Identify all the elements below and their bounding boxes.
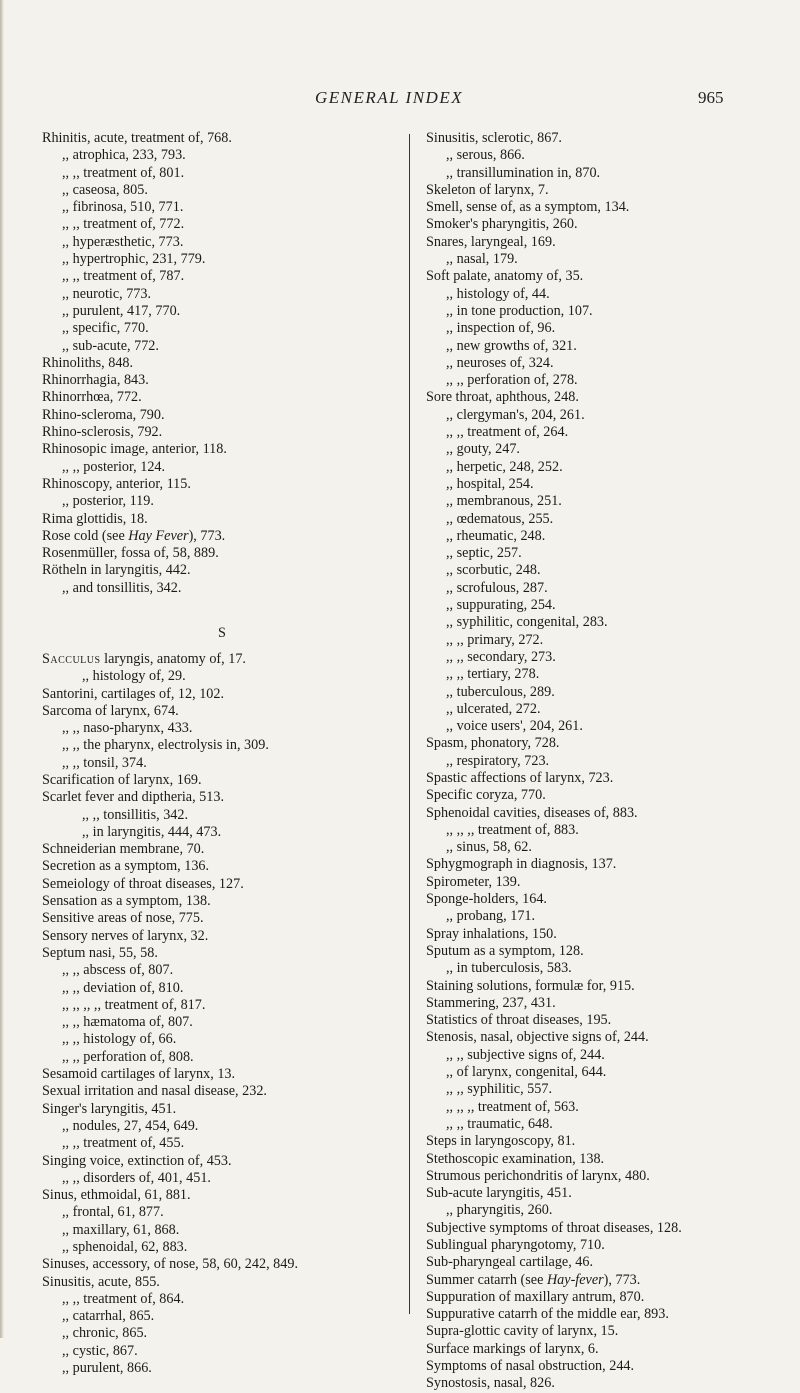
entry-text: ,, tuberculous, 289.: [446, 683, 555, 700]
entry-text: Suppurative catarrh of the middle ear, 893.: [426, 1306, 669, 1323]
index-subentry: [426, 580, 788, 597]
entry-text: Rosenmüller, fossa of, 58, 889.: [42, 545, 219, 562]
index-subentry: [42, 182, 402, 199]
entry-text: Sinuses, accessory, of nose, 58, 60, 242, 849.: [42, 1256, 298, 1273]
entry-text: Statistics of throat diseases, 195.: [426, 1012, 612, 1029]
index-entry: [426, 943, 788, 960]
index-entry: [42, 1153, 402, 1170]
entry-text: ,, ,, treatment of, 772.: [62, 216, 185, 233]
index-entry: [42, 1066, 402, 1083]
entry-text: Sphygmograph in diagnosis, 137.: [426, 856, 617, 873]
index-subentry: [426, 407, 788, 424]
entry-text: Sensory nerves of larynx, 32.: [42, 927, 209, 944]
entry-text: Sponge-holders, 164.: [426, 891, 547, 908]
entry-text: Sensitive areas of nose, 775.: [42, 910, 204, 927]
entry-text: Rötheln in laryngitis, 442.: [42, 562, 191, 579]
entry-text: ,, sub-acute, 772.: [62, 337, 159, 354]
entry-text: ,, ,, ,, ,, treatment of, 817.: [62, 996, 206, 1013]
entry-text: ,, ,, naso-pharynx, 433.: [62, 720, 193, 737]
index-subentry: [42, 1049, 402, 1066]
index-subentry: [426, 1202, 788, 1219]
index-entry: [426, 1185, 788, 1202]
index-subentry: [42, 824, 402, 841]
index-subentry: [426, 649, 788, 666]
entry-text: Spastic affections of larynx, 723.: [426, 769, 614, 786]
entry-text-after: ), 773.: [603, 1271, 641, 1288]
index-entry: [426, 1341, 788, 1358]
index-subentry: [42, 1031, 402, 1048]
entry-text: Spray inhalations, 150.: [426, 925, 557, 942]
index-subentry: [426, 562, 788, 579]
index-entry: [42, 562, 402, 579]
index-subentry: [426, 441, 788, 458]
index-subentry: [426, 753, 788, 770]
index-subentry: [426, 372, 788, 389]
entry-text: ,, œdematous, 255.: [446, 510, 554, 527]
entry-text: Septum nasi, 55, 58.: [42, 944, 158, 961]
entry-text: ,, histology of, 29.: [82, 668, 186, 685]
index-entry: [42, 545, 402, 562]
page-number: 965: [698, 88, 724, 107]
running-head: [0, 88, 800, 112]
index-entry: [42, 789, 402, 806]
entry-text: Rhinoscopy, anterior, 115.: [42, 475, 191, 492]
column-divider: [409, 134, 410, 1314]
index-subentry: [42, 147, 402, 164]
entry-text: ,, ,, tonsil, 374.: [62, 754, 147, 771]
entry-text: ,, neurotic, 773.: [62, 285, 152, 302]
index-column-left: [42, 130, 402, 1377]
entry-text: ,, ,, hæmatoma of, 807.: [62, 1014, 193, 1031]
entry-text: ,, ,, secondary, 273.: [446, 648, 556, 665]
entry-text: ,, ,, perforation of, 808.: [62, 1048, 194, 1065]
index-entry: [426, 1237, 788, 1254]
entry-text: ,, ,, tonsillitis, 342.: [82, 806, 189, 823]
index-entry: [42, 772, 402, 789]
index-subentry: [426, 839, 788, 856]
entry-text: ,, ulcerated, 272.: [446, 700, 541, 717]
index-entry: [426, 1289, 788, 1306]
entry-text: Skeleton of larynx, 7.: [426, 181, 549, 198]
entry-text: ,, clergyman's, 204, 261.: [446, 406, 585, 423]
entry-text: Schneiderian membrane, 70.: [42, 841, 205, 858]
index-entry: [42, 528, 402, 545]
entry-text: ,, cystic, 867.: [62, 1342, 138, 1359]
entry-text: ,, specific, 770.: [62, 320, 149, 337]
index-entry: [426, 787, 788, 804]
page-left-edge: [0, 0, 4, 1338]
index-entry: [426, 1220, 788, 1237]
entry-text: Sexual irritation and nasal disease, 232.: [42, 1083, 267, 1100]
index-entry: [42, 858, 402, 875]
entry-text: Supra-glottic cavity of larynx, 15.: [426, 1323, 619, 1340]
entry-text: ,, purulent, 417, 770.: [62, 302, 181, 319]
index-subentry: [426, 1099, 788, 1116]
entry-text: Sensation as a symptom, 138.: [42, 893, 211, 910]
index-subentry: [42, 1308, 402, 1325]
entry-text: ,, frontal, 61, 877.: [62, 1204, 164, 1221]
index-entry: [426, 1133, 788, 1150]
index-entry: [426, 1029, 788, 1046]
entry-text: Soft palate, anatomy of, 35.: [426, 268, 584, 285]
entry-cross-reference: Hay Fever: [128, 527, 189, 544]
entry-text: ,, inspection of, 96.: [446, 320, 556, 337]
entry-text: ,, serous, 866.: [446, 147, 525, 164]
index-subentry: [42, 1291, 402, 1308]
index-entry: [426, 182, 788, 199]
index-subentry: [426, 320, 788, 337]
entry-text: ,, ,, treatment of, 864.: [62, 1290, 185, 1307]
index-subentry: [426, 666, 788, 683]
index-entry: [426, 856, 788, 873]
entry-text: Rose cold (see: [42, 527, 129, 544]
index-entry: [426, 1358, 788, 1375]
entry-text: Rhinorrhœa, 772.: [42, 389, 142, 406]
entry-text: Strumous perichondritis of larynx, 480.: [426, 1167, 650, 1184]
index-entry: [42, 476, 402, 493]
index-subentry: [426, 684, 788, 701]
entry-text: ,, new growths of, 321.: [446, 337, 577, 354]
index-subentry: [426, 303, 788, 320]
index-subentry: [42, 303, 402, 320]
index-subentry: [426, 476, 788, 493]
index-subentry: [42, 320, 402, 337]
entry-text: Scarlet fever and diptheria, 513.: [42, 789, 224, 806]
entry-text: Smoker's pharyngitis, 260.: [426, 216, 578, 233]
index-subentry: [426, 701, 788, 718]
entry-text: ,, ,, abscess of, 807.: [62, 962, 174, 979]
entry-text: ,, catarrhal, 865.: [62, 1308, 155, 1325]
index-entry: [426, 1323, 788, 1340]
entry-text: Sputum as a symptom, 128.: [426, 942, 584, 959]
index-subentry: [426, 338, 788, 355]
index-entry: [426, 1272, 788, 1289]
entry-text: Singing voice, extinction of, 453.: [42, 1152, 232, 1169]
index-entry: [42, 686, 402, 703]
index-subentry: [42, 251, 402, 268]
entry-text: Rima glottidis, 18.: [42, 510, 148, 527]
index-entry: [42, 441, 402, 458]
entry-text: ,, septic, 257.: [446, 545, 522, 562]
entry-text: Semeiology of throat diseases, 127.: [42, 875, 244, 892]
index-subentry: [42, 1118, 402, 1135]
index-subentry: [42, 580, 402, 597]
entry-text: ,, ,, primary, 272.: [446, 631, 544, 648]
entry-text: Subjective symptoms of throat diseases, 128.: [426, 1219, 682, 1236]
entry-text: Synostosis, nasal, 826.: [426, 1375, 555, 1392]
index-subentry: [42, 1014, 402, 1031]
index-entry: [426, 891, 788, 908]
index-entry: [42, 1256, 402, 1273]
entry-text: Singer's laryngitis, 451.: [42, 1100, 177, 1117]
entry-text: ,, nodules, 27, 454, 649.: [62, 1117, 199, 1134]
entry-text: ,, probang, 171.: [446, 908, 536, 925]
entry-text: ,, pharyngitis, 260.: [446, 1202, 553, 1219]
entry-headword-smallcaps: Sacculus: [42, 650, 101, 667]
index-subentry: [42, 997, 402, 1014]
index-entry: [42, 1101, 402, 1118]
index-entry: [42, 1274, 402, 1291]
index-entry: [426, 1254, 788, 1271]
index-entry: [426, 130, 788, 147]
index-entry: [426, 1168, 788, 1185]
entry-text: ,, ,, disorders of, 401, 451.: [62, 1169, 211, 1186]
entry-text: ,, syphilitic, congenital, 283.: [446, 614, 608, 631]
entry-text: ,, chronic, 865.: [62, 1325, 148, 1342]
entry-text: ,, ,, posterior, 124.: [62, 458, 166, 475]
section-letter: S: [218, 625, 226, 642]
index-subentry: [426, 355, 788, 372]
index-subentry: [42, 980, 402, 997]
entry-text: ,, hospital, 254.: [446, 475, 534, 492]
entry-text: ,, atrophica, 233, 793.: [62, 147, 186, 164]
entry-text: ,, in laryngitis, 444, 473.: [82, 823, 222, 840]
section-spacer: [42, 597, 402, 614]
entry-text: ,, caseosa, 805.: [62, 181, 148, 198]
entry-text: ,, ,, treatment of, 264.: [446, 424, 569, 441]
entry-text: Staining solutions, formulæ for, 915.: [426, 977, 635, 994]
entry-text: ,, of larynx, congenital, 644.: [446, 1064, 607, 1081]
entry-text: Rhinosopic image, anterior, 118.: [42, 441, 227, 458]
index-subentry: [42, 1325, 402, 1342]
index-entry: [42, 910, 402, 927]
index-subentry: [42, 668, 402, 685]
entry-text: ,, histology of, 44.: [446, 285, 550, 302]
index-subentry: [426, 165, 788, 182]
index-entry: [42, 841, 402, 858]
running-title: GENERAL INDEX: [315, 88, 464, 107]
entry-text: ,, ,, ,, treatment of, 563.: [446, 1098, 579, 1115]
entry-text: Sphenoidal cavities, diseases of, 883.: [426, 804, 638, 821]
index-entry: [42, 703, 402, 720]
index-subentry: [42, 737, 402, 754]
index-subentry: [42, 720, 402, 737]
entry-text: ,, membranous, 251.: [446, 493, 562, 510]
entry-text: Stammering, 237, 431.: [426, 994, 556, 1011]
entry-text: ,, ,, traumatic, 648.: [446, 1115, 553, 1132]
entry-text: ,, fibrinosa, 510, 771.: [62, 199, 184, 216]
entry-text: ,, ,, treatment of, 801.: [62, 164, 185, 181]
entry-text: Sarcoma of larynx, 674.: [42, 702, 179, 719]
index-subentry: [42, 216, 402, 233]
entry-text: ,, ,, histology of, 66.: [62, 1031, 177, 1048]
entry-text: ,, in tone production, 107.: [446, 302, 593, 319]
entry-text: Rhino-scleroma, 790.: [42, 406, 165, 423]
index-subentry: [42, 1135, 402, 1152]
entry-text: ,, sphenoidal, 62, 883.: [62, 1239, 188, 1255]
index-entry: [426, 926, 788, 943]
index-subentry: [426, 1064, 788, 1081]
index-subentry: [42, 338, 402, 355]
entry-text: ,, transillumination in, 870.: [446, 164, 601, 181]
entry-text: Rhinoliths, 848.: [42, 354, 134, 371]
entry-text: Surface markings of larynx, 6.: [426, 1340, 599, 1357]
index-entry: [426, 770, 788, 787]
index-entry: [426, 874, 788, 891]
entry-text: ,, scorbutic, 248.: [446, 562, 541, 579]
entry-text: Sub-pharyngeal cartilage, 46.: [426, 1254, 594, 1271]
entry-text: ,, nasal, 179.: [446, 251, 518, 268]
entry-text: Sinusitis, acute, 855.: [42, 1273, 160, 1290]
index-entry: [426, 1306, 788, 1323]
index-entry: [42, 424, 402, 441]
entry-text: Rhino-sclerosis, 792.: [42, 424, 163, 441]
entry-text: ,, suppurating, 254.: [446, 597, 556, 614]
index-subentry: [42, 165, 402, 182]
index-subentry: [426, 528, 788, 545]
index-column-right: [426, 130, 788, 1393]
entry-text: Rhinitis, acute, treatment of, 768.: [42, 130, 232, 146]
index-subentry: [42, 1360, 402, 1377]
index-subentry: [426, 1047, 788, 1064]
index-subentry: [42, 1239, 402, 1256]
index-entry: [426, 978, 788, 995]
index-subentry: [426, 286, 788, 303]
entry-text: ,, ,, perforation of, 278.: [446, 372, 578, 389]
index-entry: [42, 407, 402, 424]
entry-text: ,, neuroses of, 324.: [446, 354, 554, 371]
entry-text: Rhinorrhagia, 843.: [42, 372, 149, 389]
index-entry: [42, 355, 402, 372]
entry-text: ,, gouty, 247.: [446, 441, 520, 458]
entry-text: ,, scrofulous, 287.: [446, 579, 548, 596]
entry-text: Smell, sense of, as a symptom, 134.: [426, 199, 630, 216]
index-entry: [426, 735, 788, 752]
entry-text: ,, hyperæsthetic, 773.: [62, 233, 184, 250]
index-entry: [426, 199, 788, 216]
entry-text: Santorini, cartilages of, 12, 102.: [42, 685, 225, 702]
entry-text: ,, respiratory, 723.: [446, 752, 550, 769]
index-subentry: [426, 597, 788, 614]
index-entry: [426, 216, 788, 233]
index-entry: [426, 805, 788, 822]
index-subentry: [42, 199, 402, 216]
entry-text: ,, ,, tertiary, 278.: [446, 666, 540, 683]
entry-text: ,, ,, ,, treatment of, 883.: [446, 821, 579, 838]
entry-text: ,, ,, treatment of, 787.: [62, 268, 185, 285]
index-subentry: [42, 1222, 402, 1239]
entry-text: Stethoscopic examination, 138.: [426, 1150, 605, 1167]
entry-text: Sinus, ethmoidal, 61, 881.: [42, 1187, 191, 1204]
index-subentry: [426, 632, 788, 649]
entry-text: Stenosis, nasal, objective signs of, 244.: [426, 1029, 649, 1046]
entry-text: ,, ,, deviation of, 810.: [62, 979, 184, 996]
index-subentry: [426, 1116, 788, 1133]
index-entry: [42, 130, 402, 147]
entry-text: ,, in tuberculosis, 583.: [446, 960, 572, 977]
index-entry: [426, 995, 788, 1012]
index-subentry: [426, 251, 788, 268]
entry-text: ,, purulent, 866.: [62, 1360, 152, 1377]
index-subentry: [426, 545, 788, 562]
index-subentry: [42, 459, 402, 476]
entry-text: Sublingual pharyngotomy, 710.: [426, 1237, 605, 1253]
index-subentry: [426, 459, 788, 476]
entry-text: ,, rheumatic, 248.: [446, 527, 546, 544]
index-subentry: [42, 1204, 402, 1221]
entry-cross-reference: Hay-fever: [546, 1271, 604, 1288]
index-subentry: [426, 822, 788, 839]
index-entry: [42, 651, 402, 668]
index-subentry: [426, 960, 788, 977]
index-entry: [426, 268, 788, 285]
entry-text: Sinusitis, sclerotic, 867.: [426, 130, 562, 146]
entry-text-after: ), 773.: [188, 527, 226, 544]
index-entry: [42, 1187, 402, 1204]
entry-text: Specific coryza, 770.: [426, 787, 546, 804]
index-subentry: [42, 755, 402, 772]
index-entry: [426, 1375, 788, 1392]
index-subentry: [42, 268, 402, 285]
index-entry: [42, 372, 402, 389]
entry-text: ,, ,, syphilitic, 557.: [446, 1081, 553, 1098]
entry-text: Symptoms of nasal obstruction, 244.: [426, 1358, 635, 1375]
entry-text: ,, maxillary, 61, 868.: [62, 1221, 180, 1238]
index-subentry: [426, 718, 788, 735]
index-entry: [42, 389, 402, 406]
index-subentry: [426, 424, 788, 441]
index-entry: [42, 928, 402, 945]
entry-text: Spasm, phonatory, 728.: [426, 735, 560, 752]
index-subentry: [426, 614, 788, 631]
entry-text: ,, hypertrophic, 231, 779.: [62, 251, 206, 268]
entry-text: ,, ,, subjective signs of, 244.: [446, 1046, 605, 1063]
index-entry: [426, 1012, 788, 1029]
index-subentry: [426, 908, 788, 925]
index-subentry: [42, 807, 402, 824]
index-subentry: [42, 1170, 402, 1187]
index-subentry: [42, 493, 402, 510]
index-subentry: [426, 1081, 788, 1098]
entry-text: Snares, laryngeal, 169.: [426, 233, 556, 250]
index-subentry: [426, 511, 788, 528]
index-subentry: [42, 1343, 402, 1360]
entry-text: ,, ,, treatment of, 455.: [62, 1135, 185, 1152]
entry-text: Summer catarrh (see: [426, 1271, 547, 1288]
entry-text: ,, and tonsillitis, 342.: [62, 579, 182, 596]
index-subentry: [42, 234, 402, 251]
index-entry: [42, 1083, 402, 1100]
entry-text: Sesamoid cartilages of larynx, 13.: [42, 1066, 236, 1083]
entry-text: Suppuration of maxillary antrum, 870.: [426, 1288, 645, 1305]
entry-text: ,, posterior, 119.: [62, 493, 154, 510]
index-entry: [426, 389, 788, 406]
entry-text: ,, voice users', 204, 261.: [446, 718, 583, 735]
index-entry: [426, 1151, 788, 1168]
index-subentry: [42, 962, 402, 979]
index-subentry: [42, 286, 402, 303]
entry-text: Spirometer, 139.: [426, 873, 521, 890]
index-entry: [42, 876, 402, 893]
entry-text: Sub-acute laryngitis, 451.: [426, 1185, 572, 1202]
index-entry: [42, 511, 402, 528]
entry-text: Sore throat, aphthous, 248.: [426, 389, 579, 406]
index-entry: [42, 945, 402, 962]
index-entry: [426, 234, 788, 251]
index-entry: [42, 893, 402, 910]
entry-text: Scarification of larynx, 169.: [42, 771, 202, 788]
entry-text: Steps in laryngoscopy, 81.: [426, 1133, 576, 1150]
entry-text: ,, sinus, 58, 62.: [446, 839, 532, 856]
index-subentry: [426, 493, 788, 510]
entry-text: ,, herpetic, 248, 252.: [446, 458, 563, 475]
entry-text: Secretion as a symptom, 136.: [42, 858, 210, 875]
entry-text: ,, ,, the pharynx, electrolysis in, 309.: [62, 737, 269, 754]
index-subentry: [426, 147, 788, 164]
entry-text: laryngis, anatomy of, 17.: [100, 650, 246, 667]
